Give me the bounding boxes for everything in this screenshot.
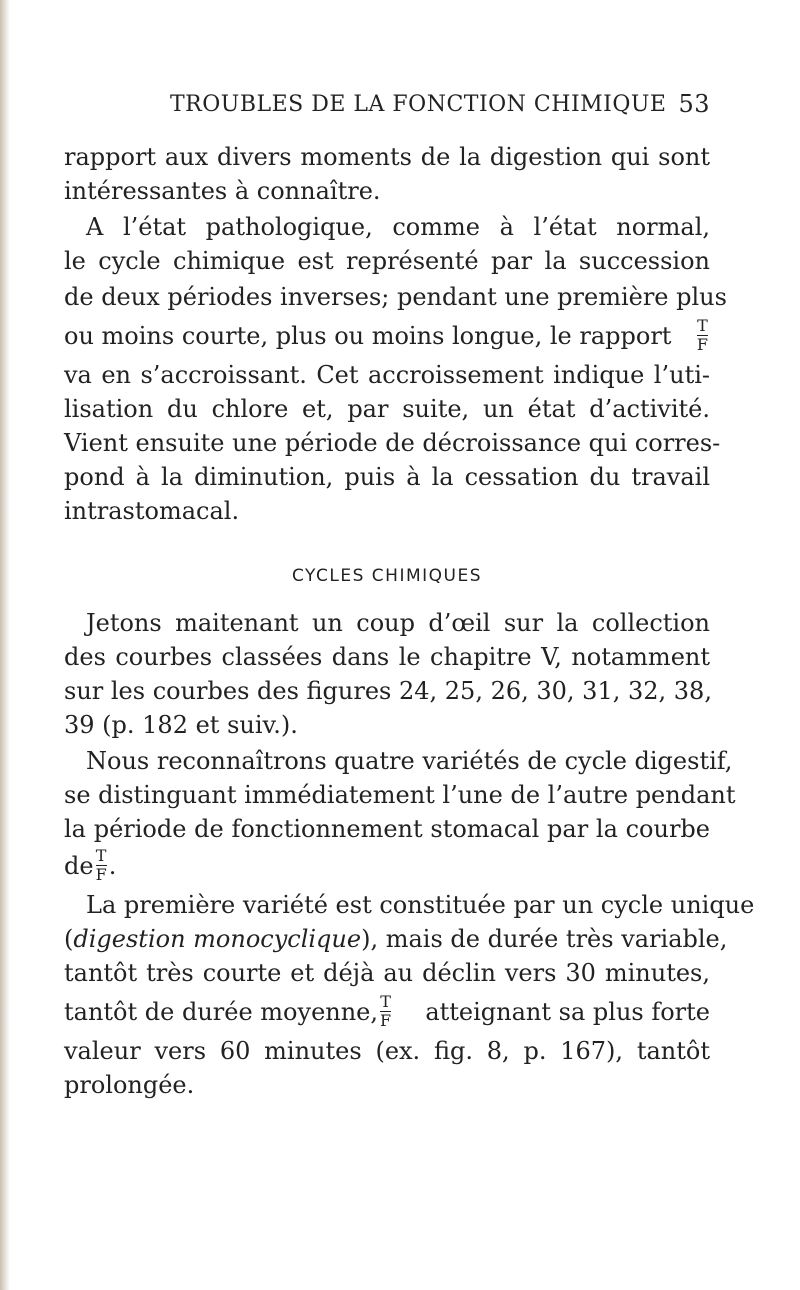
- text-line: des courbes classées dans le chapitre V, notamment: [64, 643, 710, 671]
- text-line-with-fraction: [64, 848, 710, 883]
- text-line: la période de fonctionnement stomacal par la courbe: [64, 815, 710, 843]
- text-line: 39 (p. 182 et suiv.).: [64, 711, 298, 739]
- fraction-numerator: T: [697, 316, 708, 335]
- text-segment-group: [64, 922, 727, 956]
- text-line: La première variété est constituée par un cycle unique: [86, 891, 755, 919]
- text-line: se distinguant immédiatement l’une de l’autre pendant: [64, 781, 736, 809]
- text-line: valeur vers 60 minutes (ex. fig. 8, p. 167), tantôt: [64, 1037, 710, 1065]
- page-number: 53: [678, 90, 710, 118]
- text-line: pond à la diminution, puis à la cessation du travail: [64, 463, 710, 491]
- text-line: intéressantes à connaître.: [64, 177, 381, 205]
- running-title: TROUBLES DE LA FONCTION CHIMIQUE: [170, 92, 667, 117]
- text-segment: ), mais de durée très variable,: [361, 925, 728, 953]
- italic-term: digestion monocyclique: [73, 925, 362, 953]
- text-line: sur les courbes des figures 24, 25, 26, 30, 31, 32, 38,: [64, 677, 712, 705]
- text-segment: atteignant sa plus forte: [425, 997, 710, 1026]
- text-line: le cycle chimique est représenté par la succession: [64, 247, 710, 275]
- text-line: prolongée.: [64, 1071, 195, 1099]
- fraction-t-over-f: [96, 848, 107, 883]
- fraction-numerator: T: [380, 992, 391, 1011]
- running-header: [170, 92, 710, 122]
- section-title: CYCLES CHIMIQUES: [291, 566, 482, 586]
- text-line: de deux périodes inverses; pendant une première plus: [64, 283, 727, 311]
- fraction-t-over-f: [697, 318, 708, 353]
- fraction-numerator: T: [95, 846, 107, 865]
- text-segment: tantôt de durée moyenne,: [64, 997, 379, 1026]
- text-line-with-fraction: [64, 994, 710, 1029]
- text-line: va en s’accroissant. Cet accroissement indique l’uti-: [64, 361, 710, 389]
- text-line: Nous reconnaîtrons quatre variétés de cycle digestif,: [86, 747, 733, 775]
- fraction-t-over-f: [380, 994, 391, 1029]
- text-line: lisation du chlore et, par suite, un état d’activité.: [64, 395, 710, 423]
- text-line: rapport aux divers moments de la digestion qui sont: [64, 143, 710, 171]
- page-edge-shadow: [0, 0, 10, 1290]
- fraction-denominator: F: [380, 1011, 392, 1030]
- text-line: Vient ensuite une période de décroissance qui corres-: [64, 429, 721, 457]
- text-segment: ou moins courte, plus ou moins longue, le rapport: [64, 321, 672, 350]
- text-segment: .: [108, 851, 117, 880]
- text-segment: de: [64, 851, 94, 880]
- text-line: intrastomacal.: [64, 497, 240, 525]
- text-segment: (: [64, 925, 74, 953]
- text-line: tantôt très courte et déjà au déclin vers 30 minutes,: [64, 959, 710, 987]
- text-segment-group: [64, 994, 393, 1029]
- text-line-with-fraction: [64, 318, 710, 353]
- fraction-denominator: F: [95, 865, 107, 884]
- text-line: [64, 922, 728, 956]
- text-line: Jetons maitenant un coup d’œil sur la collection: [86, 609, 710, 637]
- fraction-denominator: F: [696, 335, 708, 354]
- text-line: A l’état pathologique, comme à l’état normal,: [86, 213, 710, 241]
